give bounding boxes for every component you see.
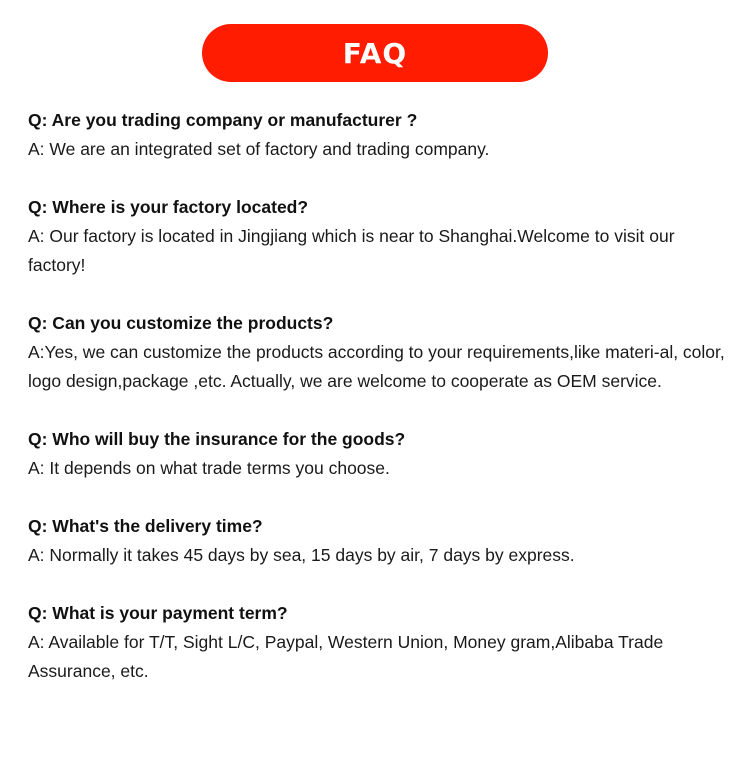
faq-answer: A: Our factory is located in Jingjiang which is near to Shanghai.Welcome to visit our factory!	[28, 226, 675, 275]
faq-answer: A: It depends on what trade terms you choose.	[28, 458, 390, 478]
faq-item	[28, 599, 728, 686]
faq-item	[28, 106, 728, 164]
faq-item	[28, 512, 728, 570]
faq-question: Q: Who will buy the insurance for the goods?	[28, 429, 406, 449]
faq-answer: A: We are an integrated set of factory and trading company.	[28, 139, 490, 159]
faq-answer: A: Normally it takes 45 days by sea, 15 days by air, 7 days by express.	[28, 545, 575, 565]
faq-answer: A: Available for T/T, Sight L/C, Paypal, Western Union, Money gram,Alibaba Trade Assurance, etc.	[28, 632, 664, 681]
faq-question: Q: Can you customize the products?	[28, 313, 334, 333]
faq-item	[28, 425, 728, 483]
faq-item	[28, 309, 728, 396]
faq-question: Q: What's the delivery time?	[28, 516, 263, 536]
faq-item	[28, 193, 728, 280]
faq-title: FAQ	[342, 36, 408, 70]
faq-banner	[202, 24, 548, 82]
faq-answer: A:Yes, we can customize the products according to your requirements,like materi-al, color, logo design,package ,etc. Actually, we are welcome to cooperate as OEM service.	[28, 342, 725, 391]
faq-question: Q: Are you trading company or manufacturer ?	[28, 110, 418, 130]
faq-question: Q: Where is your factory located?	[28, 197, 309, 217]
faq-list	[28, 106, 728, 715]
faq-question: Q: What is your payment term?	[28, 603, 288, 623]
